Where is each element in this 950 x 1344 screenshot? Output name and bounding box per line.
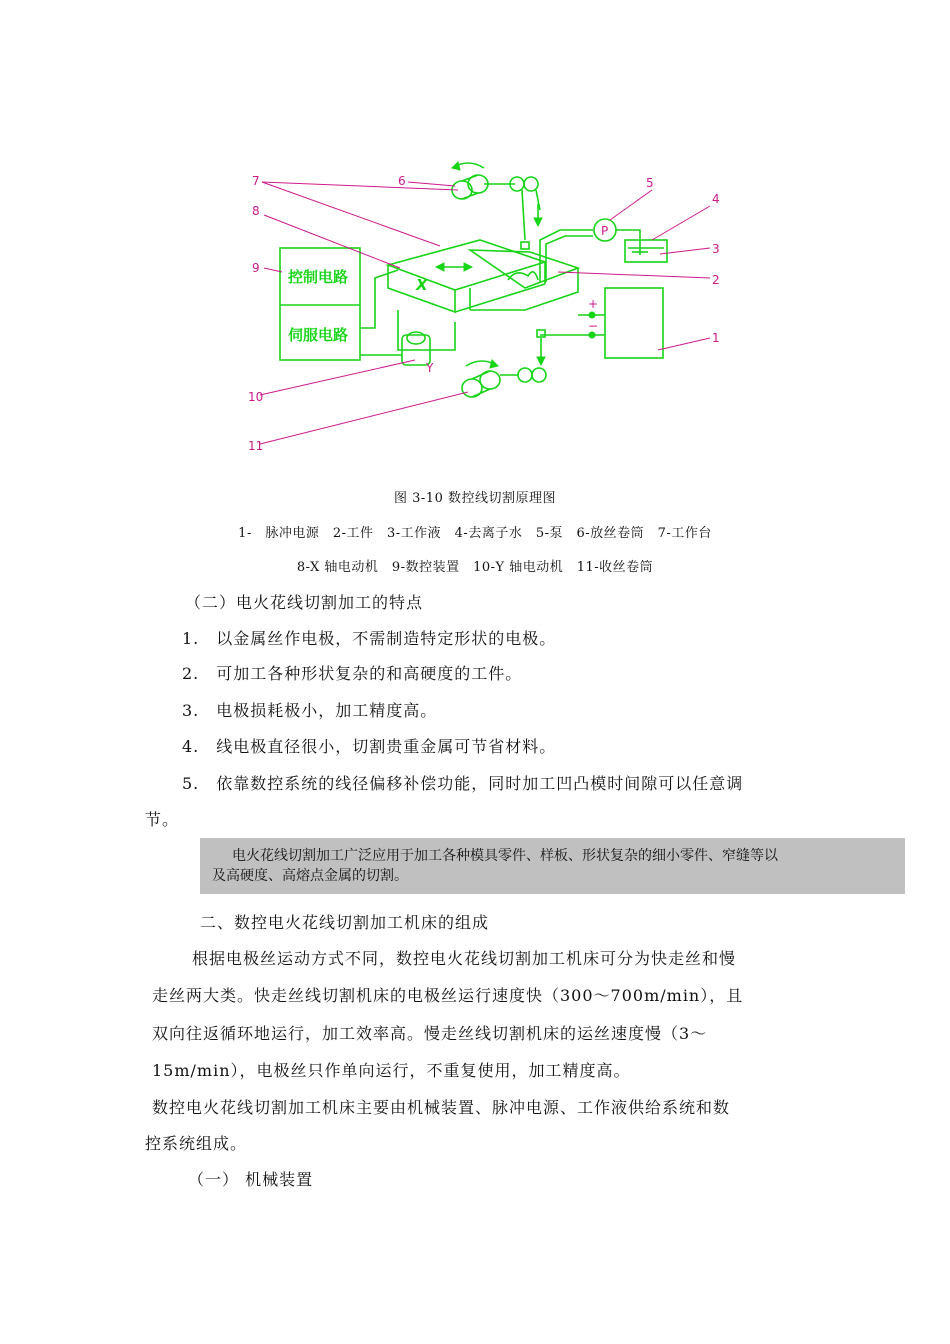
plus-label: +	[588, 297, 599, 311]
figure-legend-line-2: 8-X 轴电动机 9-数控装置 10-Y 轴电动机 11-收丝卷筒	[296, 560, 654, 575]
feature-item-5: 5. 依靠数控系统的线径偏移补偿功能，同时加工凹凸模时间隙可以任意调	[182, 774, 744, 793]
callout-3: 3	[712, 242, 720, 256]
features-heading: （二）电火花线切割加工的特点	[185, 593, 424, 612]
servo-circuit-label: 伺服电路	[288, 326, 349, 344]
y-axis-label: Y	[426, 361, 434, 375]
callout-8: 8	[252, 204, 260, 218]
subsection-mechanical: （一） 机械装置	[188, 1170, 314, 1189]
feature-item-5-continued: 节。	[145, 810, 180, 829]
highlight-note-box	[200, 838, 905, 894]
feature-item-1: 1. 以金属丝作电极，不需制造特定形状的电极。	[182, 629, 557, 648]
callout-1: 1	[712, 331, 720, 345]
feature-item-4: 4. 线电极直径很小，切割贵重金属可节省材料。	[182, 737, 557, 756]
section-2-paragraph-1-line-3: 双向往返循环地运行，加工效率高。慢走丝线切割机床的运丝速度慢（3～	[152, 1024, 708, 1043]
control-circuit-label: 控制电路	[288, 268, 349, 286]
callout-7: 7	[252, 174, 260, 188]
callout-10: 10	[248, 390, 264, 404]
section-2-heading: 二、数控电火花线切割加工机床的组成	[200, 913, 490, 932]
x-axis-label: X	[416, 276, 428, 294]
pump-label: P	[601, 224, 609, 238]
note-line-1: 电火花线切割加工广泛应用于加工各种模具零件、样板、形状复杂的细小零件、窄缝等以	[232, 848, 778, 864]
pulse-power-supply	[605, 288, 663, 358]
section-2-paragraph-1-line-1: 根据电极丝运动方式不同，数控电火花线切割加工机床可分为快走丝和慢	[192, 949, 737, 968]
wire-edm-schematic	[240, 160, 740, 470]
minus-label: −	[588, 319, 599, 333]
figure-legend-line-1: 1- 脉冲电源 2-工件 3-工作液 4-去离子水 5-泵 6-放丝卷筒 7-工作台	[238, 526, 712, 541]
callout-5: 5	[646, 176, 654, 190]
callout-2: 2	[712, 273, 720, 287]
section-2-paragraph-2-line-2: 控系统组成。	[145, 1134, 248, 1153]
callout-6: 6	[398, 174, 406, 188]
callout-4: 4	[712, 192, 720, 206]
feature-item-3: 3. 电极损耗极小，加工精度高。	[182, 701, 438, 720]
reservoir	[625, 240, 667, 262]
callout-9: 9	[252, 261, 260, 275]
section-2-paragraph-2-line-1: 数控电火花线切割加工机床主要由机械装置、脉冲电源、工作液供给系统和数	[152, 1098, 731, 1117]
section-2-paragraph-1-line-2: 走丝两大类。快走丝线切割机床的电极丝运行速度快（300～700m/min），且	[152, 986, 744, 1005]
section-2-paragraph-1-line-4: 15m/min），电极丝只作单向运行，不重复使用，加工精度高。	[152, 1061, 631, 1080]
feature-item-2: 2. 可加工各种形状复杂的和高硬度的工件。	[182, 664, 523, 683]
figure-caption: 图 3-10 数控线切割原理图	[394, 491, 556, 506]
callout-11: 11	[248, 439, 264, 453]
note-line-2: 及高硬度、高熔点金属的切割。	[212, 868, 408, 884]
